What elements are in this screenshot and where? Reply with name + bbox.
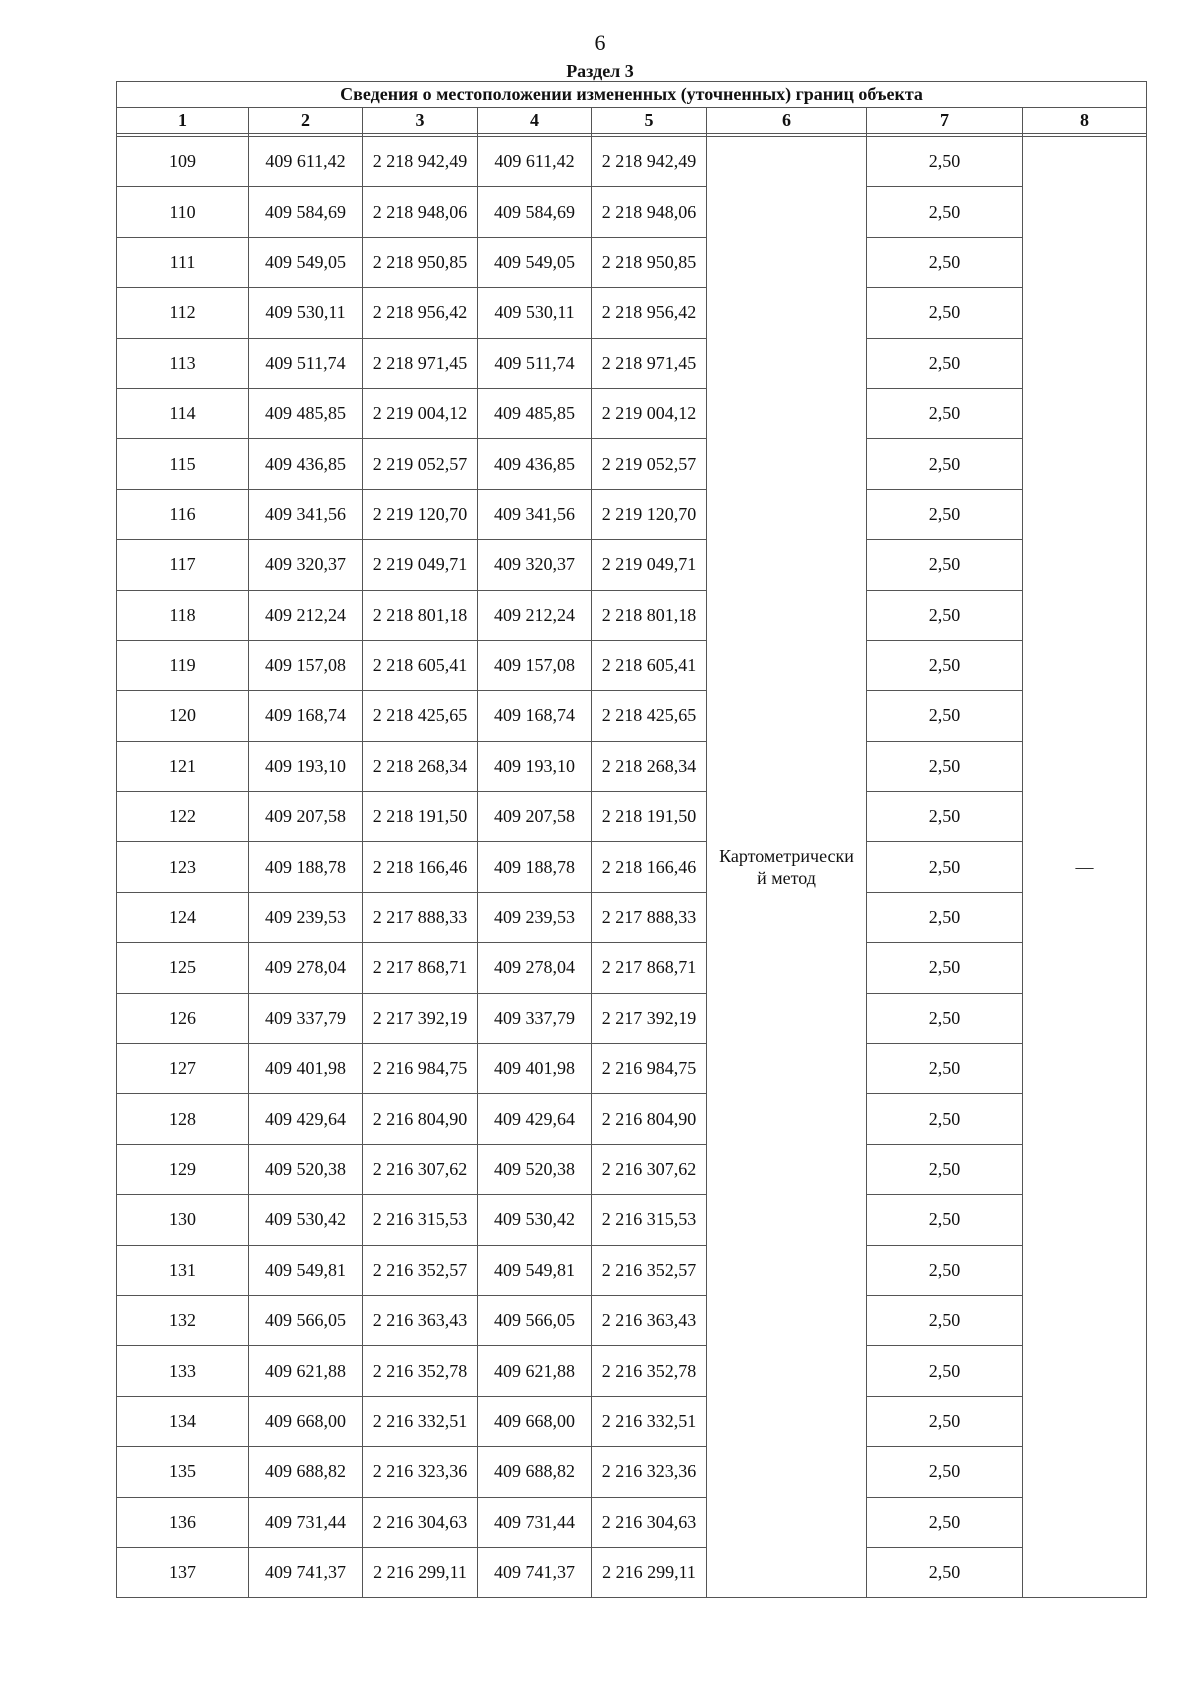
table-row	[117, 1144, 1147, 1194]
accuracy-cell: 2,50	[867, 489, 1023, 539]
accuracy-cell: 2,50	[867, 388, 1023, 438]
refined-x-cell: 409 741,37	[478, 1547, 592, 1597]
existing-y-cell: 2 219 120,70	[363, 489, 478, 539]
table-row	[117, 892, 1147, 942]
point-number-cell: 129	[117, 1144, 249, 1194]
existing-y-cell: 2 216 984,75	[363, 1044, 478, 1094]
point-number-cell: 109	[117, 137, 249, 187]
table-row	[117, 741, 1147, 791]
refined-x-cell: 409 530,42	[478, 1195, 592, 1245]
refined-y-cell: 2 219 052,57	[592, 439, 707, 489]
accuracy-cell: 2,50	[867, 1245, 1023, 1295]
refined-y-cell: 2 218 956,42	[592, 288, 707, 338]
refined-y-cell: 2 216 323,36	[592, 1447, 707, 1497]
refined-x-cell: 409 549,81	[478, 1245, 592, 1295]
existing-y-cell: 2 216 332,51	[363, 1396, 478, 1446]
existing-y-cell: 2 216 307,62	[363, 1144, 478, 1194]
refined-x-cell: 409 207,58	[478, 792, 592, 842]
table-row	[117, 943, 1147, 993]
refined-y-cell: 2 216 352,78	[592, 1346, 707, 1396]
refined-x-cell: 409 320,37	[478, 540, 592, 590]
existing-y-cell: 2 219 052,57	[363, 439, 478, 489]
refined-x-cell: 409 341,56	[478, 489, 592, 539]
refined-x-cell: 409 193,10	[478, 741, 592, 791]
accuracy-cell: 2,50	[867, 1195, 1023, 1245]
existing-x-cell: 409 341,56	[249, 489, 363, 539]
table-row	[117, 288, 1147, 338]
existing-y-cell: 2 216 315,53	[363, 1195, 478, 1245]
method-text-line: й метод	[757, 868, 816, 889]
refined-y-cell: 2 216 315,53	[592, 1195, 707, 1245]
accuracy-cell: 2,50	[867, 943, 1023, 993]
table-row	[117, 792, 1147, 842]
existing-x-cell: 409 207,58	[249, 792, 363, 842]
refined-y-cell: 2 218 268,34	[592, 741, 707, 791]
accuracy-cell: 2,50	[867, 288, 1023, 338]
point-number-cell: 112	[117, 288, 249, 338]
column-header-8: 8	[1023, 108, 1147, 134]
point-number-cell: 126	[117, 993, 249, 1043]
column-header-3: 3	[363, 108, 478, 134]
point-number-cell: 128	[117, 1094, 249, 1144]
existing-x-cell: 409 157,08	[249, 640, 363, 690]
table-row	[117, 1245, 1147, 1295]
table-row	[117, 1044, 1147, 1094]
refined-x-cell: 409 549,05	[478, 237, 592, 287]
refined-x-cell: 409 520,38	[478, 1144, 592, 1194]
point-number-cell: 120	[117, 691, 249, 741]
table-row	[117, 691, 1147, 741]
refined-x-cell: 409 337,79	[478, 993, 592, 1043]
existing-y-cell: 2 216 304,63	[363, 1497, 478, 1547]
refined-x-cell: 409 584,69	[478, 187, 592, 237]
accuracy-cell: 2,50	[867, 1144, 1023, 1194]
table-row	[117, 1094, 1147, 1144]
table-row	[117, 1295, 1147, 1345]
point-number-cell: 132	[117, 1295, 249, 1345]
refined-y-cell: 2 219 049,71	[592, 540, 707, 590]
point-number-cell: 115	[117, 439, 249, 489]
point-number-cell: 130	[117, 1195, 249, 1245]
existing-y-cell: 2 218 948,06	[363, 187, 478, 237]
refined-x-cell: 409 621,88	[478, 1346, 592, 1396]
existing-x-cell: 409 337,79	[249, 993, 363, 1043]
refined-y-cell: 2 216 352,57	[592, 1245, 707, 1295]
existing-y-cell: 2 218 191,50	[363, 792, 478, 842]
existing-y-cell: 2 218 971,45	[363, 338, 478, 388]
existing-x-cell: 409 668,00	[249, 1396, 363, 1446]
refined-y-cell: 2 219 004,12	[592, 388, 707, 438]
table-body	[117, 137, 1147, 1598]
accuracy-cell: 2,50	[867, 691, 1023, 741]
point-number-cell: 123	[117, 842, 249, 892]
existing-y-cell: 2 217 392,19	[363, 993, 478, 1043]
point-number-cell: 134	[117, 1396, 249, 1446]
accuracy-cell: 2,50	[867, 842, 1023, 892]
existing-y-cell: 2 217 888,33	[363, 892, 478, 942]
refined-y-cell: 2 216 804,90	[592, 1094, 707, 1144]
description-cell: —	[1023, 137, 1147, 1598]
refined-y-cell: 2 218 942,49	[592, 137, 707, 187]
existing-x-cell: 409 584,69	[249, 187, 363, 237]
existing-y-cell: 2 217 868,71	[363, 943, 478, 993]
refined-y-cell: 2 218 166,46	[592, 842, 707, 892]
existing-y-cell: 2 216 323,36	[363, 1447, 478, 1497]
accuracy-cell: 2,50	[867, 792, 1023, 842]
refined-y-cell: 2 216 984,75	[592, 1044, 707, 1094]
table-row	[117, 590, 1147, 640]
existing-y-cell: 2 218 942,49	[363, 137, 478, 187]
table-row	[117, 1396, 1147, 1446]
point-number-cell: 137	[117, 1547, 249, 1597]
refined-x-cell: 409 611,42	[478, 137, 592, 187]
accuracy-cell: 2,50	[867, 237, 1023, 287]
point-number-cell: 116	[117, 489, 249, 539]
existing-y-cell: 2 218 605,41	[363, 640, 478, 690]
existing-y-cell: 2 216 804,90	[363, 1094, 478, 1144]
table-row	[117, 1195, 1147, 1245]
table-row	[117, 1547, 1147, 1597]
refined-x-cell: 409 212,24	[478, 590, 592, 640]
column-header-6: 6	[707, 108, 867, 134]
existing-y-cell: 2 218 425,65	[363, 691, 478, 741]
accuracy-cell: 2,50	[867, 1044, 1023, 1094]
refined-y-cell: 2 218 948,06	[592, 187, 707, 237]
refined-y-cell: 2 218 425,65	[592, 691, 707, 741]
existing-x-cell: 409 212,24	[249, 590, 363, 640]
page-number: 6	[594, 30, 606, 55]
table-row	[117, 137, 1147, 187]
accuracy-cell: 2,50	[867, 1497, 1023, 1547]
accuracy-cell: 2,50	[867, 1094, 1023, 1144]
point-number-cell: 131	[117, 1245, 249, 1295]
table-row	[117, 640, 1147, 690]
existing-y-cell: 2 218 166,46	[363, 842, 478, 892]
table-row	[117, 338, 1147, 388]
refined-x-cell: 409 485,85	[478, 388, 592, 438]
refined-x-cell: 409 157,08	[478, 640, 592, 690]
point-number-cell: 124	[117, 892, 249, 942]
existing-x-cell: 409 485,85	[249, 388, 363, 438]
point-number-cell: 136	[117, 1497, 249, 1547]
table-row	[117, 540, 1147, 590]
accuracy-cell: 2,50	[867, 993, 1023, 1043]
refined-x-cell: 409 401,98	[478, 1044, 592, 1094]
point-number-cell: 127	[117, 1044, 249, 1094]
refined-y-cell: 2 218 801,18	[592, 590, 707, 640]
accuracy-cell: 2,50	[867, 137, 1023, 187]
existing-x-cell: 409 530,11	[249, 288, 363, 338]
point-number-cell: 119	[117, 640, 249, 690]
point-number-cell: 118	[117, 590, 249, 640]
existing-y-cell: 2 219 004,12	[363, 388, 478, 438]
table-row	[117, 489, 1147, 539]
existing-x-cell: 409 731,44	[249, 1497, 363, 1547]
refined-x-cell: 409 188,78	[478, 842, 592, 892]
existing-x-cell: 409 429,64	[249, 1094, 363, 1144]
accuracy-cell: 2,50	[867, 1346, 1023, 1396]
existing-x-cell: 409 566,05	[249, 1295, 363, 1345]
accuracy-cell: 2,50	[867, 590, 1023, 640]
accuracy-cell: 2,50	[867, 1295, 1023, 1345]
table-row	[117, 842, 1147, 892]
point-number-cell: 114	[117, 388, 249, 438]
existing-y-cell: 2 216 363,43	[363, 1295, 478, 1345]
table-row	[117, 1346, 1147, 1396]
refined-y-cell: 2 218 605,41	[592, 640, 707, 690]
existing-y-cell: 2 218 950,85	[363, 237, 478, 287]
accuracy-cell: 2,50	[867, 540, 1023, 590]
existing-x-cell: 409 511,74	[249, 338, 363, 388]
table-row	[117, 993, 1147, 1043]
refined-x-cell: 409 668,00	[478, 1396, 592, 1446]
existing-y-cell: 2 218 956,42	[363, 288, 478, 338]
column-header-2: 2	[249, 108, 363, 134]
table-caption: Сведения о местоположении измененных (уточненных) границ объекта	[117, 82, 1147, 108]
refined-x-cell: 409 566,05	[478, 1295, 592, 1345]
method-text-line: Картометрически	[719, 846, 854, 867]
existing-x-cell: 409 401,98	[249, 1044, 363, 1094]
refined-y-cell: 2 218 971,45	[592, 338, 707, 388]
refined-x-cell: 409 168,74	[478, 691, 592, 741]
section-title: Раздел 3	[566, 61, 634, 81]
refined-y-cell: 2 217 888,33	[592, 892, 707, 942]
existing-x-cell: 409 193,10	[249, 741, 363, 791]
point-number-cell: 135	[117, 1447, 249, 1497]
column-header-7: 7	[867, 108, 1023, 134]
existing-x-cell: 409 320,37	[249, 540, 363, 590]
accuracy-cell: 2,50	[867, 892, 1023, 942]
refined-y-cell: 2 216 299,11	[592, 1547, 707, 1597]
refined-x-cell: 409 239,53	[478, 892, 592, 942]
existing-y-cell: 2 216 352,78	[363, 1346, 478, 1396]
existing-x-cell: 409 278,04	[249, 943, 363, 993]
table-row	[117, 237, 1147, 287]
point-number-cell: 111	[117, 237, 249, 287]
point-number-cell: 117	[117, 540, 249, 590]
refined-y-cell: 2 217 392,19	[592, 993, 707, 1043]
existing-x-cell: 409 688,82	[249, 1447, 363, 1497]
refined-y-cell: 2 219 120,70	[592, 489, 707, 539]
point-number-cell: 110	[117, 187, 249, 237]
accuracy-cell: 2,50	[867, 1447, 1023, 1497]
accuracy-cell: 2,50	[867, 640, 1023, 690]
refined-x-cell: 409 530,11	[478, 288, 592, 338]
existing-x-cell: 409 436,85	[249, 439, 363, 489]
refined-y-cell: 2 218 191,50	[592, 792, 707, 842]
refined-y-cell: 2 216 304,63	[592, 1497, 707, 1547]
column-header-1: 1	[117, 108, 249, 134]
refined-y-cell: 2 217 868,71	[592, 943, 707, 993]
existing-x-cell: 409 549,05	[249, 237, 363, 287]
refined-y-cell: 2 216 363,43	[592, 1295, 707, 1345]
existing-y-cell: 2 218 268,34	[363, 741, 478, 791]
accuracy-cell: 2,50	[867, 338, 1023, 388]
existing-y-cell: 2 219 049,71	[363, 540, 478, 590]
existing-x-cell: 409 188,78	[249, 842, 363, 892]
refined-x-cell: 409 429,64	[478, 1094, 592, 1144]
point-number-cell: 125	[117, 943, 249, 993]
point-number-cell: 113	[117, 338, 249, 388]
existing-x-cell: 409 741,37	[249, 1547, 363, 1597]
existing-y-cell: 2 216 352,57	[363, 1245, 478, 1295]
table-row	[117, 388, 1147, 438]
refined-x-cell: 409 511,74	[478, 338, 592, 388]
refined-x-cell: 409 731,44	[478, 1497, 592, 1547]
existing-x-cell: 409 549,81	[249, 1245, 363, 1295]
refined-x-cell: 409 436,85	[478, 439, 592, 489]
point-number-cell: 133	[117, 1346, 249, 1396]
column-header-4: 4	[478, 108, 592, 134]
point-number-cell: 122	[117, 792, 249, 842]
existing-x-cell: 409 611,42	[249, 137, 363, 187]
refined-x-cell: 409 688,82	[478, 1447, 592, 1497]
existing-x-cell: 409 168,74	[249, 691, 363, 741]
method-cell	[707, 137, 867, 1598]
accuracy-cell: 2,50	[867, 741, 1023, 791]
refined-y-cell: 2 216 307,62	[592, 1144, 707, 1194]
refined-y-cell: 2 218 950,85	[592, 237, 707, 287]
table-row	[117, 1497, 1147, 1547]
existing-y-cell: 2 218 801,18	[363, 590, 478, 640]
existing-y-cell: 2 216 299,11	[363, 1547, 478, 1597]
accuracy-cell: 2,50	[867, 1396, 1023, 1446]
refined-y-cell: 2 216 332,51	[592, 1396, 707, 1446]
accuracy-cell: 2,50	[867, 187, 1023, 237]
coordinates-table	[116, 81, 1147, 1598]
existing-x-cell: 409 520,38	[249, 1144, 363, 1194]
table-row	[117, 1447, 1147, 1497]
accuracy-cell: 2,50	[867, 439, 1023, 489]
table-row	[117, 187, 1147, 237]
refined-x-cell: 409 278,04	[478, 943, 592, 993]
point-number-cell: 121	[117, 741, 249, 791]
column-header-5: 5	[592, 108, 707, 134]
table-row	[117, 439, 1147, 489]
existing-x-cell: 409 621,88	[249, 1346, 363, 1396]
existing-x-cell: 409 239,53	[249, 892, 363, 942]
accuracy-cell: 2,50	[867, 1547, 1023, 1597]
existing-x-cell: 409 530,42	[249, 1195, 363, 1245]
